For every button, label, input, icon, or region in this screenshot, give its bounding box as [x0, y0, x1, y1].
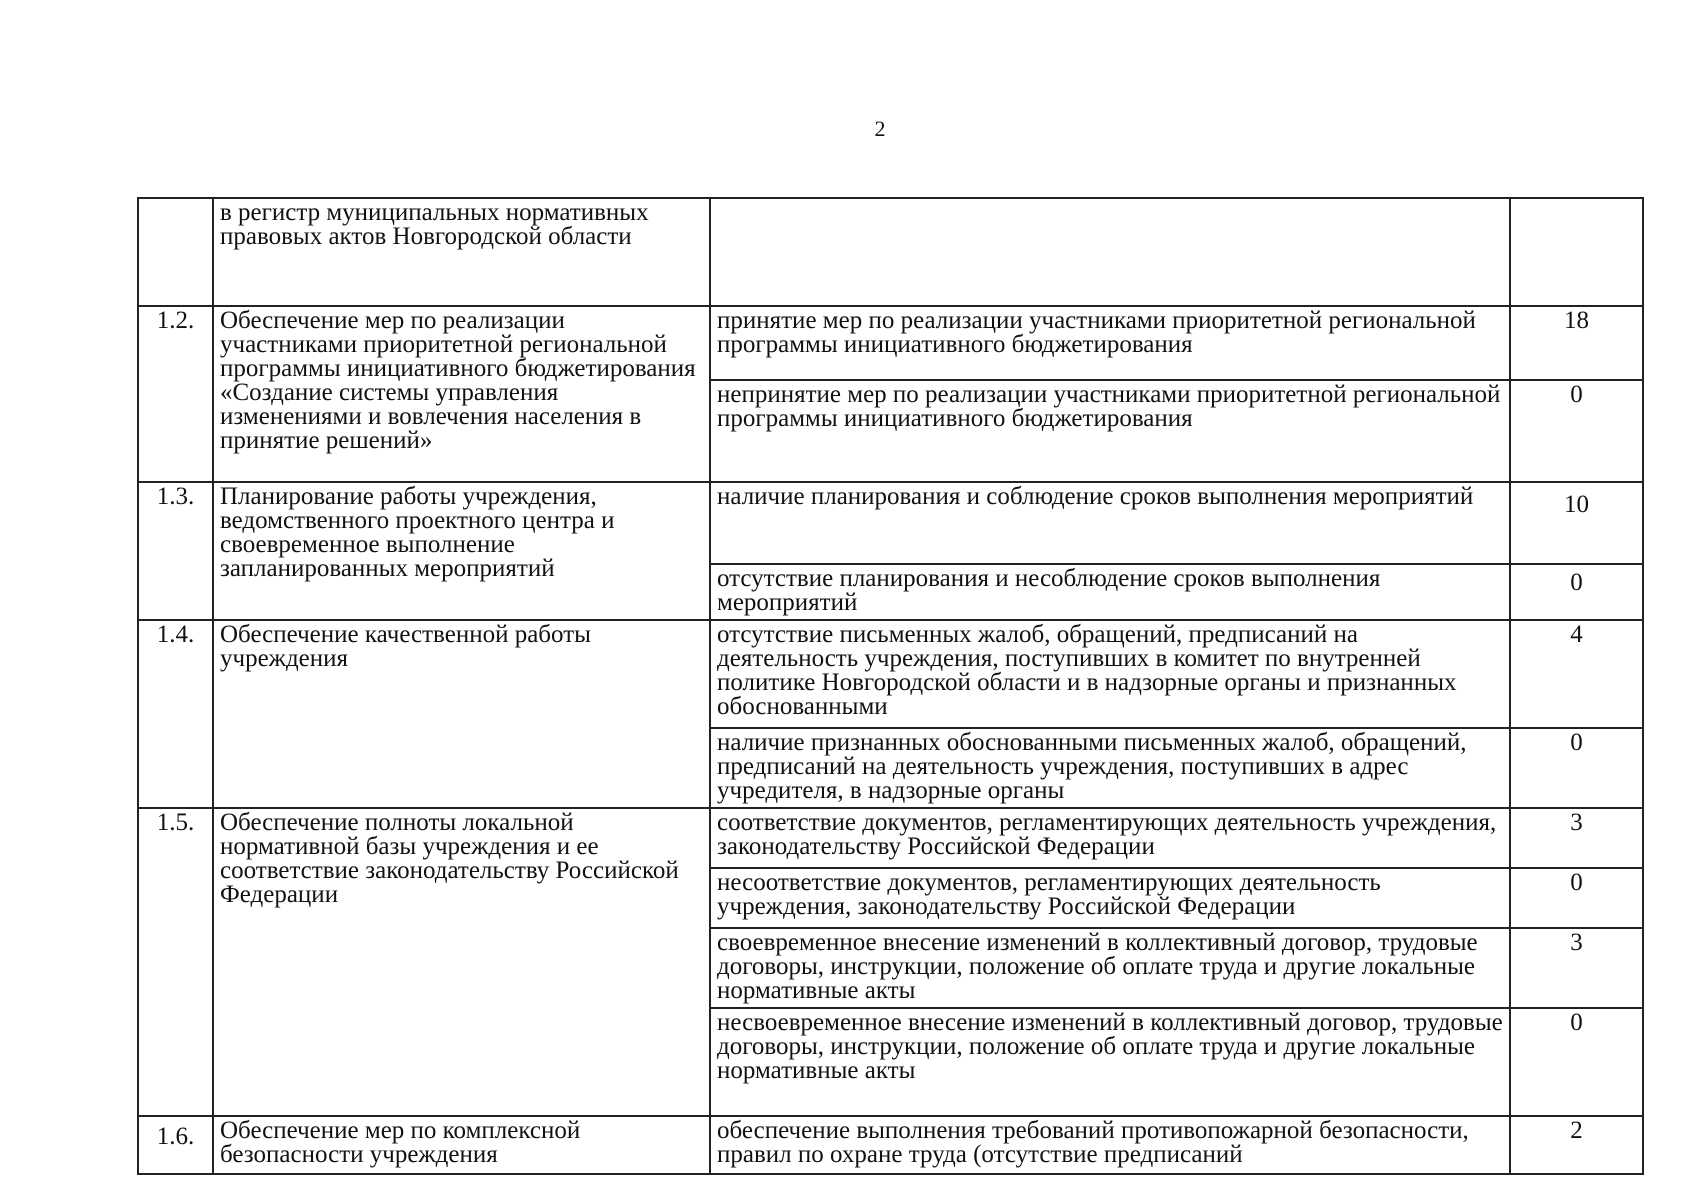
table-row	[138, 808, 1643, 868]
criterion-condition	[710, 198, 1510, 306]
table-row	[138, 482, 1643, 564]
criterion-score	[1510, 198, 1643, 306]
criterion-condition: обеспечение выполнения требований противопожарной безопасности, правил по охране труда (отсутствие предписаний	[710, 1116, 1510, 1174]
criterion-name: в регистр муниципальных нормативных правовых актов Новгородской области	[213, 198, 710, 306]
criterion-score: 4	[1510, 620, 1643, 728]
criterion-score: 18	[1510, 306, 1643, 380]
criterion-number: 1.3.	[138, 482, 213, 620]
criterion-condition: своевременное внесение изменений в коллективный договор, трудовые договоры, инструкции, положение об оплате труда и другие локальные нормативные акты	[710, 928, 1510, 1008]
criterion-condition: отсутствие планирования и несоблюдение сроков выполнения мероприятий	[710, 564, 1510, 620]
criterion-condition: наличие признанных обоснованными письменных жалоб, обращений, предписаний на деятельность учреждения, поступивших в адрес учредителя, в надзорные органы	[710, 728, 1510, 808]
criterion-score: 0	[1510, 564, 1643, 620]
table-row	[138, 620, 1643, 728]
criterion-score: 0	[1510, 868, 1643, 928]
criterion-condition: наличие планирования и соблюдение сроков выполнения мероприятий	[710, 482, 1510, 564]
criterion-number	[138, 198, 213, 306]
criterion-number: 1.2.	[138, 306, 213, 482]
criterion-condition: несвоевременное внесение изменений в коллективный договор, трудовые договоры, инструкции, положение об оплате труда и другие локальные нормативные акты	[710, 1008, 1510, 1116]
page-number: 2	[874, 116, 886, 141]
criterion-score: 2	[1510, 1116, 1643, 1174]
table-row	[138, 1116, 1643, 1174]
criterion-name: Обеспечение мер по комплексной безопасности учреждения	[213, 1116, 710, 1174]
criterion-score: 3	[1510, 808, 1643, 868]
table-row	[138, 306, 1643, 380]
criterion-number: 1.6.	[138, 1116, 213, 1174]
criterion-name: Обеспечение мер по реализации участниками приоритетной региональной программы инициативного бюджетирования «Создание системы управления изменениями и вовлечения населения в принятие решений»	[213, 306, 710, 482]
criterion-condition: принятие мер по реализации участниками приоритетной региональной программы инициативного бюджетирования	[710, 306, 1510, 380]
criterion-condition: непринятие мер по реализации участниками приоритетной региональной программы инициативного бюджетирования	[710, 380, 1510, 482]
criterion-number: 1.5.	[138, 808, 213, 1116]
criterion-score: 0	[1510, 728, 1643, 808]
criterion-name: Обеспечение полноты локальной нормативной базы учреждения и ее соответствие законодательству Российской Федерации	[213, 808, 710, 1116]
criterion-score: 3	[1510, 928, 1643, 1008]
criterion-name: Обеспечение качественной работы учреждения	[213, 620, 710, 808]
criterion-condition: отсутствие письменных жалоб, обращений, предписаний на деятельность учреждения, поступивших в комитет по внутренней политике Новгородской области и в надзорные органы и признанных обоснованными	[710, 620, 1510, 728]
criteria-table	[137, 197, 1644, 1175]
criterion-score: 0	[1510, 1008, 1643, 1116]
criterion-condition: соответствие документов, регламентирующих деятельность учреждения, законодательству Российской Федерации	[710, 808, 1510, 868]
criterion-condition: несоответствие документов, регламентирующих деятельность учреждения, законодательству Российской Федерации	[710, 868, 1510, 928]
criterion-name: Планирование работы учреждения, ведомственного проектного центра и своевременное выполнение запланированных мероприятий	[213, 482, 710, 620]
criterion-number: 1.4.	[138, 620, 213, 808]
criterion-score: 10	[1510, 482, 1643, 564]
table-row	[138, 198, 1643, 306]
criterion-score: 0	[1510, 380, 1643, 482]
